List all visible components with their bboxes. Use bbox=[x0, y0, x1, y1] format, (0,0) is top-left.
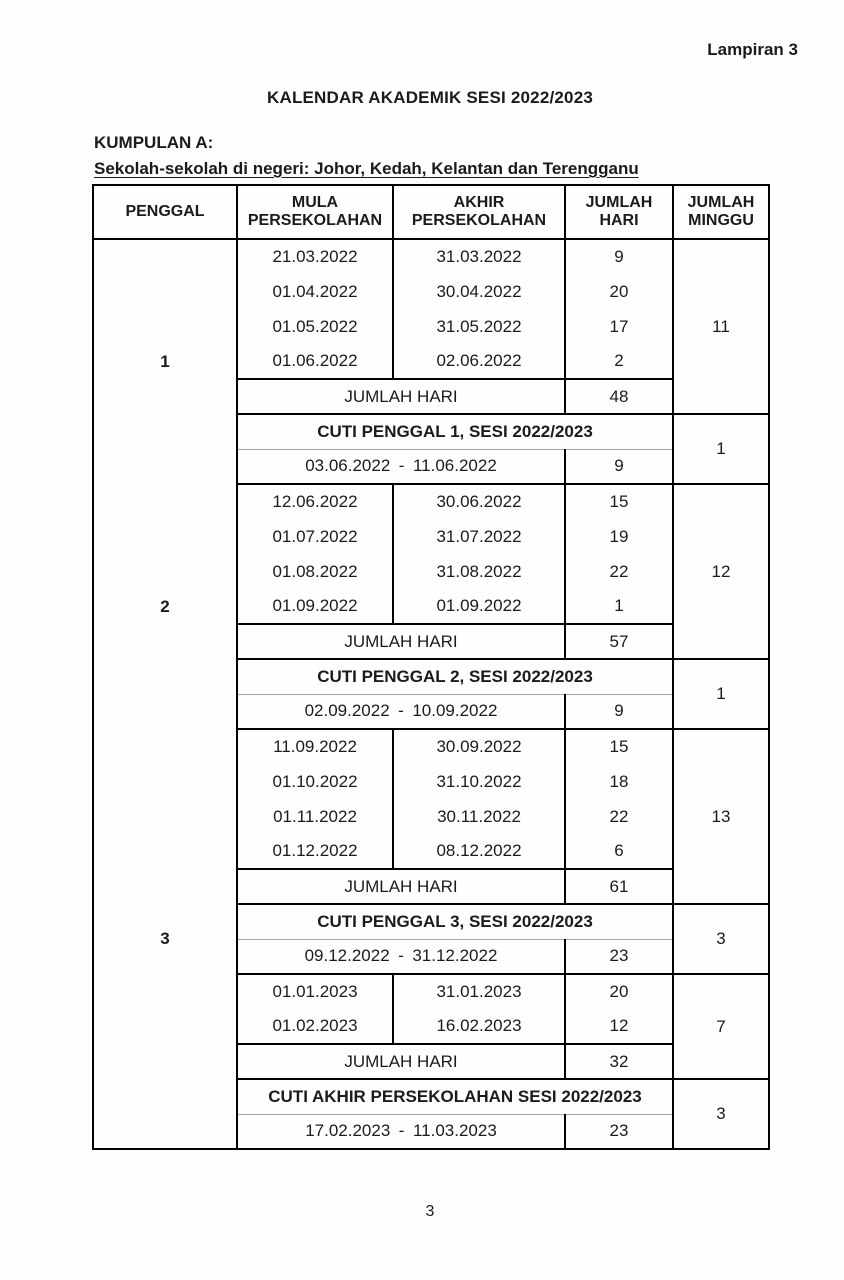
weeks-count-cell: 11 bbox=[673, 239, 769, 414]
start-date-cell: 01.01.2023 bbox=[237, 974, 393, 1009]
total-days-label-cell: JUMLAH HARI bbox=[237, 624, 565, 659]
holiday-range-cell: 02.09.2022 - 10.09.2022 bbox=[237, 694, 565, 729]
holiday-weeks-cell: 3 bbox=[673, 904, 769, 974]
end-date-cell: 01.09.2022 bbox=[393, 589, 565, 624]
holiday-range-cell: 09.12.2022 - 31.12.2022 bbox=[237, 939, 565, 974]
days-count-cell: 15 bbox=[565, 729, 673, 764]
days-count-cell: 20 bbox=[565, 974, 673, 1009]
academic-calendar-table bbox=[92, 184, 770, 1150]
days-count-cell: 18 bbox=[565, 764, 673, 799]
end-date-cell: 31.07.2022 bbox=[393, 519, 565, 554]
holiday-range-cell: 03.06.2022 - 11.06.2022 bbox=[237, 449, 565, 484]
end-date-cell: 31.10.2022 bbox=[393, 764, 565, 799]
days-count-cell: 22 bbox=[565, 554, 673, 589]
start-date-cell: 01.02.2023 bbox=[237, 1009, 393, 1044]
days-count-cell: 2 bbox=[565, 344, 673, 379]
table-row bbox=[93, 484, 769, 519]
days-count-cell: 22 bbox=[565, 799, 673, 834]
start-date-cell: 01.06.2022 bbox=[237, 344, 393, 379]
holiday-days-cell: 9 bbox=[565, 694, 673, 729]
table-row bbox=[93, 729, 769, 764]
days-count-cell: 17 bbox=[565, 309, 673, 344]
weeks-count-cell: 12 bbox=[673, 484, 769, 659]
total-days-value-cell: 57 bbox=[565, 624, 673, 659]
days-count-cell: 20 bbox=[565, 274, 673, 309]
start-date-cell: 01.07.2022 bbox=[237, 519, 393, 554]
calendar-table-wrapper bbox=[92, 184, 770, 1150]
start-date-cell: 01.04.2022 bbox=[237, 274, 393, 309]
table-header-row bbox=[93, 185, 769, 239]
start-date-cell: 21.03.2022 bbox=[237, 239, 393, 274]
end-date-cell: 30.09.2022 bbox=[393, 729, 565, 764]
term-number-cell: 2 bbox=[93, 484, 237, 729]
holiday-days-cell: 9 bbox=[565, 449, 673, 484]
total-days-label-cell: JUMLAH HARI bbox=[237, 869, 565, 904]
weeks-count-cell: 13 bbox=[673, 729, 769, 904]
start-date-cell: 01.05.2022 bbox=[237, 309, 393, 344]
holiday-days-cell: 23 bbox=[565, 1114, 673, 1149]
weeks-count-cell: 7 bbox=[673, 974, 769, 1079]
end-date-cell: 31.05.2022 bbox=[393, 309, 565, 344]
holiday-range-cell: 17.02.2023 - 11.03.2023 bbox=[237, 1114, 565, 1149]
end-date-cell: 16.02.2023 bbox=[393, 1009, 565, 1044]
column-header-penggal: PENGGAL bbox=[93, 185, 237, 239]
end-date-cell: 30.04.2022 bbox=[393, 274, 565, 309]
term-number-cell: 3 bbox=[93, 729, 237, 1149]
holiday-title-cell: CUTI PENGGAL 2, SESI 2022/2023 bbox=[237, 659, 673, 694]
days-count-cell: 15 bbox=[565, 484, 673, 519]
holiday-title-cell: CUTI PENGGAL 3, SESI 2022/2023 bbox=[237, 904, 673, 939]
start-date-cell: 01.09.2022 bbox=[237, 589, 393, 624]
column-header-mula: MULA PERSEKOLAHAN bbox=[237, 185, 393, 239]
total-days-label-cell: JUMLAH HARI bbox=[237, 1044, 565, 1079]
holiday-days-cell: 23 bbox=[565, 939, 673, 974]
term-number-cell: 1 bbox=[93, 239, 237, 484]
page-title: KALENDAR AKADEMIK SESI 2022/2023 bbox=[266, 88, 594, 107]
total-days-label-cell: JUMLAH HARI bbox=[237, 379, 565, 414]
start-date-cell: 12.06.2022 bbox=[237, 484, 393, 519]
column-header-jumlah-minggu: JUMLAH MINGGU bbox=[673, 185, 769, 239]
end-date-cell: 31.08.2022 bbox=[393, 554, 565, 589]
total-days-value-cell: 32 bbox=[565, 1044, 673, 1079]
column-header-akhir: AKHIR PERSEKOLAHAN bbox=[393, 185, 565, 239]
days-count-cell: 6 bbox=[565, 834, 673, 869]
days-count-cell: 9 bbox=[565, 239, 673, 274]
end-date-cell: 31.01.2023 bbox=[393, 974, 565, 1009]
holiday-weeks-cell: 1 bbox=[673, 414, 769, 484]
table-row bbox=[93, 239, 769, 274]
holiday-title-cell: CUTI AKHIR PERSEKOLAHAN SESI 2022/2023 bbox=[237, 1079, 673, 1114]
total-days-value-cell: 61 bbox=[565, 869, 673, 904]
days-count-cell: 1 bbox=[565, 589, 673, 624]
start-date-cell: 11.09.2022 bbox=[237, 729, 393, 764]
start-date-cell: 01.11.2022 bbox=[237, 799, 393, 834]
appendix-label: Lampiran 3 bbox=[707, 40, 798, 59]
start-date-cell: 01.10.2022 bbox=[237, 764, 393, 799]
start-date-cell: 01.12.2022 bbox=[237, 834, 393, 869]
holiday-title-cell: CUTI PENGGAL 1, SESI 2022/2023 bbox=[237, 414, 673, 449]
total-days-value-cell: 48 bbox=[565, 379, 673, 414]
group-label: KUMPULAN A: bbox=[94, 133, 214, 152]
end-date-cell: 30.11.2022 bbox=[393, 799, 565, 834]
days-count-cell: 12 bbox=[565, 1009, 673, 1044]
group-states-line: Sekolah-sekolah di negeri: Johor, Kedah, Kelantan dan Terengganu bbox=[94, 159, 639, 178]
days-count-cell: 19 bbox=[565, 519, 673, 554]
end-date-cell: 08.12.2022 bbox=[393, 834, 565, 869]
page-number: 3 bbox=[425, 1203, 435, 1220]
end-date-cell: 30.06.2022 bbox=[393, 484, 565, 519]
column-header-jumlah-hari: JUMLAH HARI bbox=[565, 185, 673, 239]
holiday-weeks-cell: 1 bbox=[673, 659, 769, 729]
start-date-cell: 01.08.2022 bbox=[237, 554, 393, 589]
end-date-cell: 31.03.2022 bbox=[393, 239, 565, 274]
holiday-weeks-cell: 3 bbox=[716, 1104, 726, 1123]
end-date-cell: 02.06.2022 bbox=[393, 344, 565, 379]
